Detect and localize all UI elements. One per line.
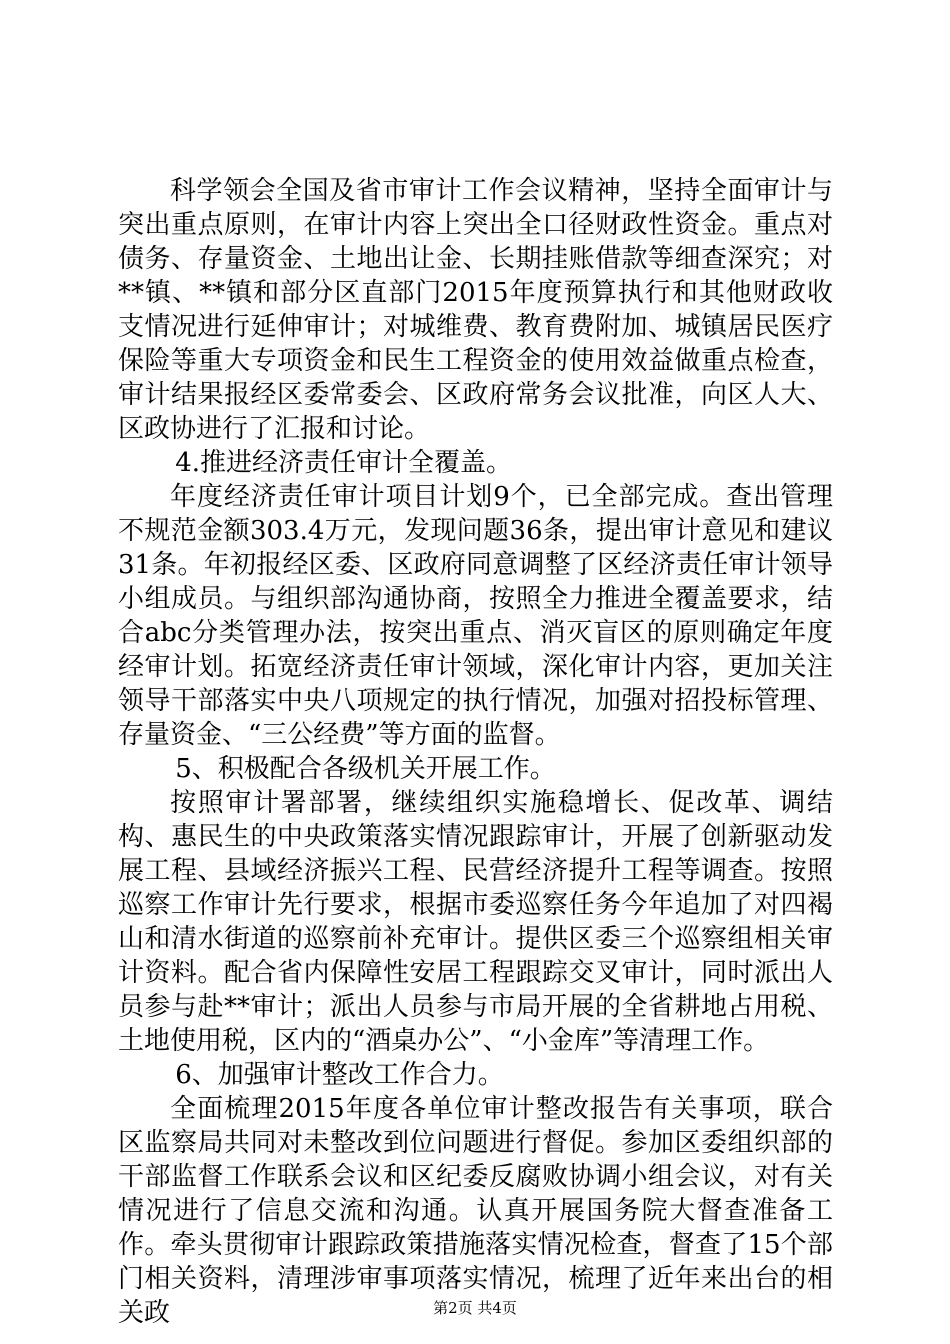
paragraph-section-6: 全面梳理2015年度各单位审计整改报告有关事项，联合区监察局共同对未整改到位问题进行督促。参加区委组织部的干部监督工作联系会议和区纪委反腐败协调小组会议，对有关情况进行了信息交流和沟通。认真开展国务院大督查准备工作。牵头贯彻审计跟踪政策措施落实情况检查，督查了15个部门相关资料，清理涉审事项落实情况，梳理了近年来出台的相关政 — [118, 1094, 833, 1328]
document-body — [118, 174, 833, 1330]
paragraph-section-4: 年度经济责任审计项目计划9个，已全部完成。查出管理不规范金额303.4万元，发现问题36条，提出审计意见和建议31条。年初报经区委、区政府同意调整了区经济责任审计领导小组成员。与组织部沟通协商，按照全力推进全覆盖要求，结合abc分类管理办法，按突出重点、消灭盲区的原则确定年度经审计划。拓宽经济责任审计领域，深化审计内容，更加关注领导干部落实中央八项规定的执行情况，加强对招投标管理、存量资金、“三公经费”等方面的监督。 — [118, 482, 833, 750]
paragraph-intro: 科学领会全国及省市审计工作会议精神，坚持全面审计与突出重点原则，在审计内容上突出全口径财政性资金。重点对债务、存量资金、土地出让金、长期挂账借款等细查深究；对**镇、**镇和部分区直部门2015年度预算执行和其他财政收支情况进行延伸审计；对城维费、教育费附加、城镇居民医疗保险等重大专项资金和民生工程资金的使用效益做重点检查，审计结果报经区委常委会、区政府常务会议批准，向区人大、区政协进行了汇报和讨论。 — [118, 176, 833, 444]
paragraph-section-5: 按照审计署部署，继续组织实施稳增长、促改革、调结构、惠民生的中央政策落实情况跟踪审计，开展了创新驱动发展工程、县域经济振兴工程、民营经济提升工程等调查。按照巡察工作审计先行要求，根据市委巡察任务今年追加了对四褐山和清水街道的巡察前补充审计。提供区委三个巡察组相关审计资料。配合省内保障性安居工程跟踪交叉审计，同时派出人员参与赴**审计；派出人员参与市局开展的全省耕地占用税、土地使用税，区内的“酒桌办公”、“小金库”等清理工作。 — [118, 788, 833, 1056]
section-heading-5: 5、积极配合各级机关开展工作。 — [175, 754, 556, 784]
page-footer — [0, 1298, 950, 1318]
page-number: 第2页 共4页 — [433, 1299, 517, 1317]
section-heading-6: 6、加强审计整改工作合力。 — [175, 1060, 504, 1090]
section-heading-4: 4.推进经济责任审计全覆盖。 — [175, 448, 512, 478]
